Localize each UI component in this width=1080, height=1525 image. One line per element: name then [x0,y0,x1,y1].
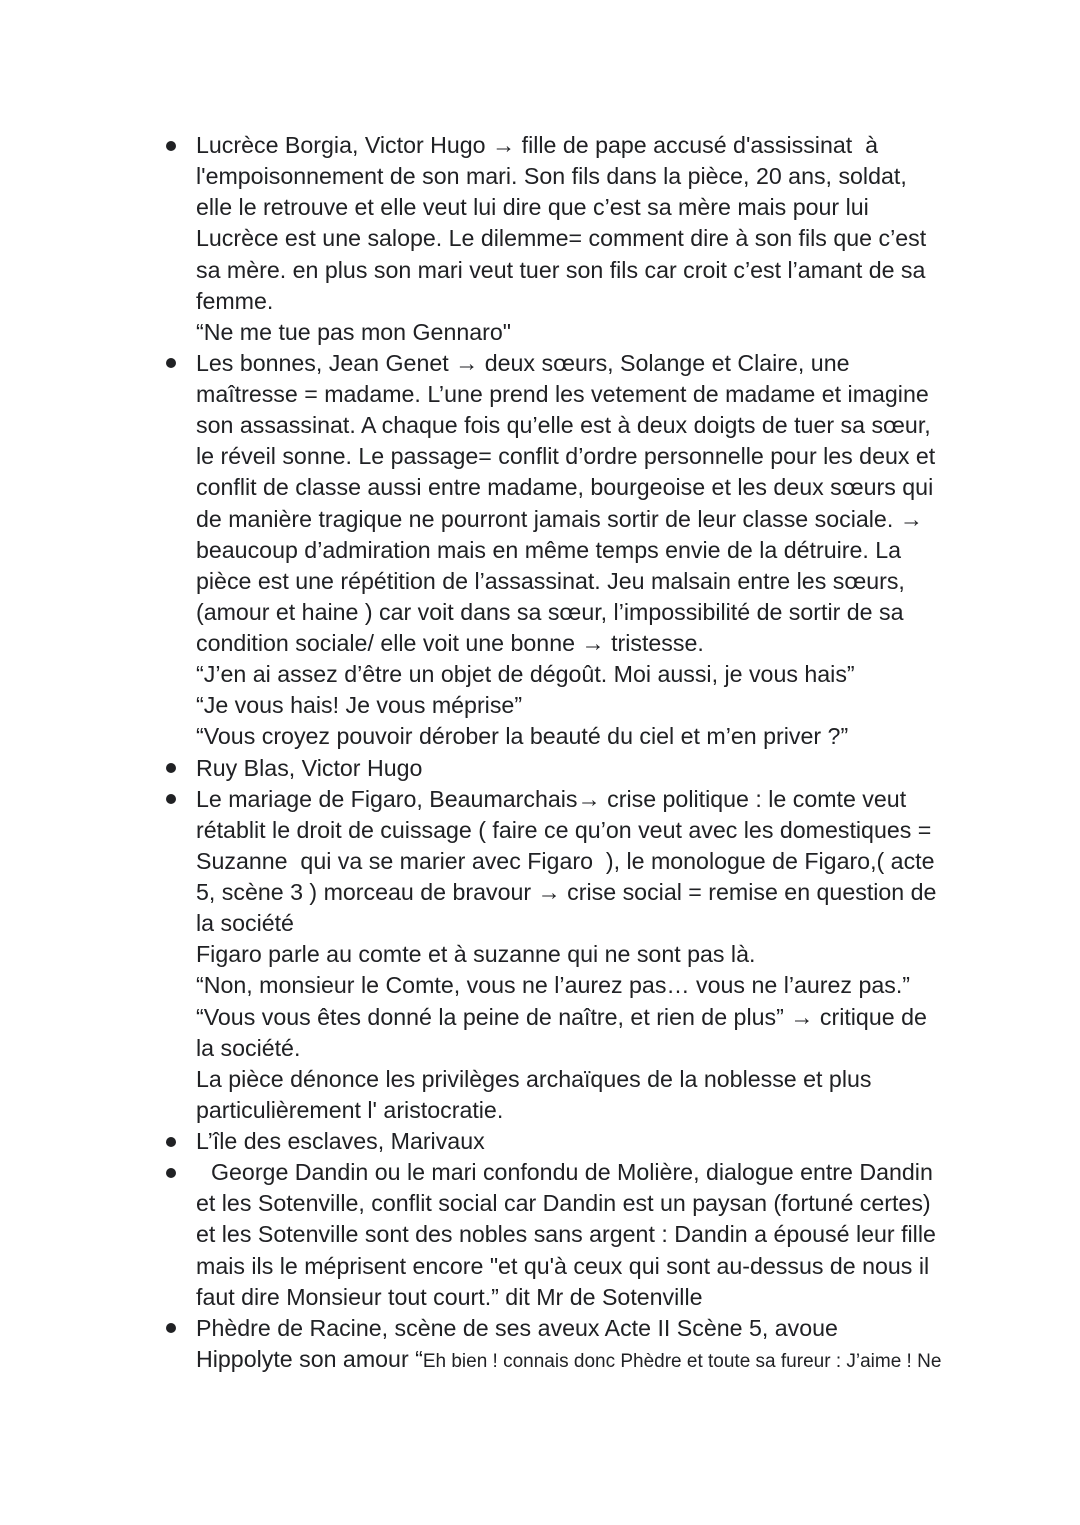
small-quote-segment: Eh bien ! connais donc Phèdre et toute sa fureur : J’aime ! Ne [422,1350,942,1372]
text-line: particulièrement l' aristocratie. [196,1096,504,1123]
list-item-mariage-de-figaro [196,784,1056,1126]
text-line: elle le retrouve et elle veut lui dire que c’est sa mère mais pour lui [196,194,869,221]
quote-line: “Non, monsieur le Comte, vous ne l’aurez pas… vous ne l’aurez pas.” [196,972,910,999]
text-line: la société. [196,1034,301,1061]
quote-line: “Je vous hais! Je vous méprise” [196,692,523,719]
text-line: Phèdre de Racine, scène de ses aveux Acte II Scène 5, avoue [196,1314,838,1341]
text-line: de manière tragique ne pourront jamais sortir de leur classe sociale. → [196,505,923,532]
list-item-lucrece-borgia [196,130,1056,348]
text-line: et les Sotenville sont des nobles sans argent : Dandin a épousé leur fille [196,1221,936,1248]
bullet-icon [166,1168,176,1178]
text-line: sa mère. en plus son mari veut tuer son fils car croit c’est l’amant de sa [196,256,926,283]
text-line: son assassinat. A chaque fois qu’elle est à deux doigts de tuer sa sœur, [196,412,931,439]
text-line: l'empoisonnement de son mari. Son fils dans la pièce, 20 ans, soldat, [196,163,907,190]
list-item-ile-des-esclaves [196,1126,1056,1157]
text-line: Suzanne qui va se marier avec Figaro ), le monologue de Figaro,( acte [196,847,935,874]
text-line: (amour et haine ) car voit dans sa sœur, l’impossibilité de sortir de sa [196,598,904,625]
text-line: le réveil sonne. Le passage= conflit d’ordre personnelle pour les deux et [196,443,936,470]
text-line: mais ils le méprisent encore "et qu'à ceux qui sont au-dessus de nous il [196,1252,930,1279]
text-line: Ruy Blas, Victor Hugo [196,754,423,781]
text-line: L’île des esclaves, Marivaux [196,1128,485,1154]
text-line: Le mariage de Figaro, Beaumarchais→ crise politique : le comte veut [196,785,907,812]
quote-line: “Vous croyez pouvoir dérober la beauté du ciel et m’en priver ?” [196,723,849,750]
text-line: 5, scène 3 ) morceau de bravour → crise social = remise en question de [196,879,937,905]
list-item-phedre [196,1313,1056,1375]
list-item-les-bonnes [196,348,1056,753]
bullet-icon [166,763,176,773]
text-line: pièce est une répétition de l’assassinat. Jeu malsain entre les sœurs, [196,567,905,594]
list-item-ruy-blas [196,753,1056,784]
bullet-icon [166,1137,176,1147]
quote-line: “Ne me tue pas mon Gennaro" [196,318,511,345]
quote-line: “J’en ai assez d’être un objet de dégoût. Moi aussi, je vous hais” [196,661,855,688]
text-line: conflit de classe aussi entre madame, bourgeoise et les deux sœurs qui [196,474,934,501]
text-line: Lucrèce est une salope. Le dilemme= comment dire à son fils que c’est [196,225,927,252]
notes-list [196,130,1056,1375]
text-line: beaucoup d’admiration mais en même temps envie de la détruire. La [196,536,902,563]
text-line: femme. [196,287,274,314]
text-line: maîtresse = madame. L’une prend les vetement de madame et imagine [196,381,929,407]
list-item-george-dandin [196,1157,1056,1313]
quote-line: “Vous vous êtes donné la peine de naître, et rien de plus” → critique de [196,1003,927,1030]
text-line: Figaro parle au comte et à suzanne qui ne sont pas là. [196,941,756,968]
text-line: La pièce dénonce les privilèges archaïques de la noblesse et plus [196,1065,872,1092]
text-line: faut dire Monsieur tout court.” dit Mr de Sotenville [196,1283,703,1310]
text-line: condition sociale/ elle voit une bonne → tristesse. [196,630,704,656]
text-line: rétablit le droit de cuissage ( faire ce qu’on veut avec les domestiques = [196,816,932,843]
text-segment: Hippolyte son amour “ [196,1345,423,1372]
text-line: et les Sotenville, conflit social car Dandin est un paysan (fortuné certes) [196,1190,931,1217]
bullet-icon [166,794,176,804]
bullet-icon [166,141,176,151]
text-line: George Dandin ou le mari confondu de Molière, dialogue entre Dandin [211,1159,933,1186]
text-line: la société [196,910,294,937]
text-line: Les bonnes, Jean Genet → deux sœurs, Solange et Claire, une [196,349,850,376]
bullet-icon [166,1323,176,1333]
text-line: Lucrèce Borgia, Victor Hugo → fille de pape accusé d'assissinat à [196,132,878,158]
text-line-mixed [196,1344,1056,1375]
bullet-icon [166,358,176,368]
